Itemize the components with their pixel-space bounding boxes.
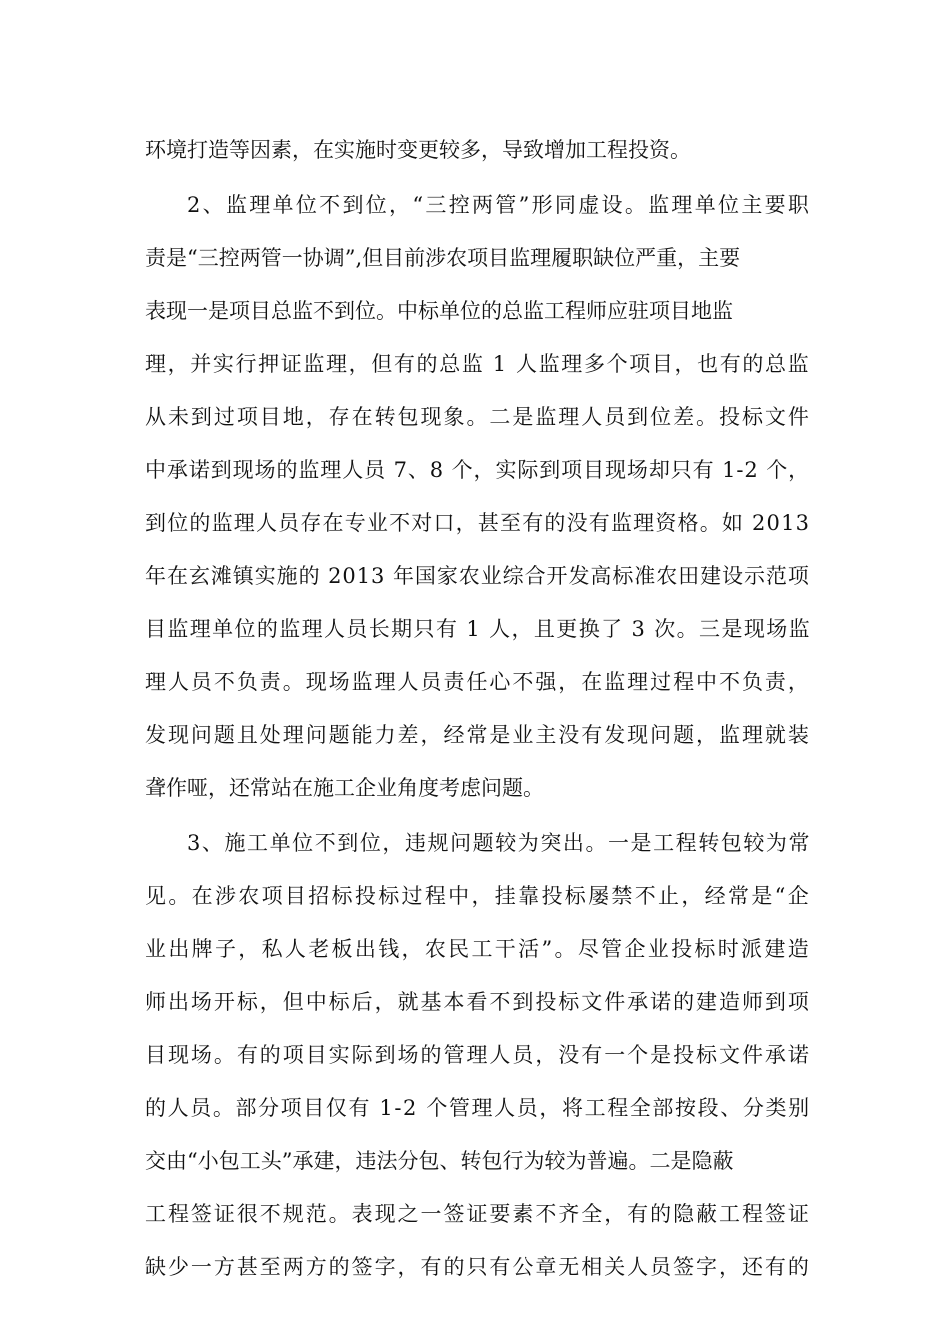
text-line-8: 到位的监理人员存在专业不对口，甚至有的没有监理资格。如 2013: [145, 511, 811, 535]
text-line-4: 表现一是项目总监不到位。中标单位的总监工程师应驻项目地监: [145, 299, 733, 323]
text-line-19: 的人员。部分项目仅有 1-2 个管理人员，将工程全部按段、分类别: [145, 1096, 811, 1120]
text-line-22: 缺少一方甚至两方的签字，有的只有公章无相关人员签字，还有的: [145, 1255, 811, 1279]
text-line-14: 3、施工单位不到位，违规问题较为突出。一是工程转包较为常: [187, 831, 812, 855]
text-line-10: 目监理单位的监理人员长期只有 1 人，且更换了 3 次。三是现场监: [145, 617, 811, 641]
text-line-20: 交由“小包工头”承建，违法分包、转包行为较为普遍。二是隐蔽: [145, 1149, 734, 1173]
text-line-16: 业出牌子，私人老板出钱，农民工干活”。尽管企业投标时派建造: [145, 937, 812, 961]
text-line-17: 师出场开标，但中标后，就基本看不到投标文件承诺的建造师到项: [145, 990, 811, 1014]
text-line-9: 年在玄滩镇实施的 2013 年国家农业综合开发高标准农田建设示范项: [145, 564, 810, 588]
text-line-15: 见。在涉农项目招标投标过程中，挂靠投标屡禁不止，经常是“企: [145, 884, 812, 908]
text-line-18: 目现场。有的项目实际到场的管理人员，没有一个是投标文件承诺: [145, 1043, 811, 1067]
text-line-7: 中承诺到现场的监理人员 7、8 个，实际到项目现场却只有 1-2 个，: [145, 458, 811, 482]
text-line-3: 责是“三控两管一协调”,但目前涉农项目监理履职缺位严重，主要: [145, 246, 741, 270]
text-line-2: 2、监理单位不到位，“三控两管”形同虚设。监理单位主要职: [187, 193, 812, 217]
text-line-1: 环境打造等因素，在实施时变更较多，导致增加工程投资。: [145, 138, 691, 162]
text-line-5: 理，并实行押证监理，但有的总监 1 人监理多个项目，也有的总监: [145, 352, 811, 376]
text-line-6: 从未到过项目地，存在转包现象。二是监理人员到位差。投标文件: [145, 405, 811, 429]
text-line-13: 聋作哑，还常站在施工企业角度考虑问题。: [145, 776, 544, 800]
text-line-12: 发现问题且处理问题能力差，经常是业主没有发现问题，监理就装: [145, 723, 811, 747]
text-line-21: 工程签证很不规范。表现之一签证要素不齐全，有的隐蔽工程签证: [145, 1202, 811, 1226]
text-line-11: 理人员不负责。现场监理人员责任心不强，在监理过程中不负责，: [145, 670, 811, 694]
